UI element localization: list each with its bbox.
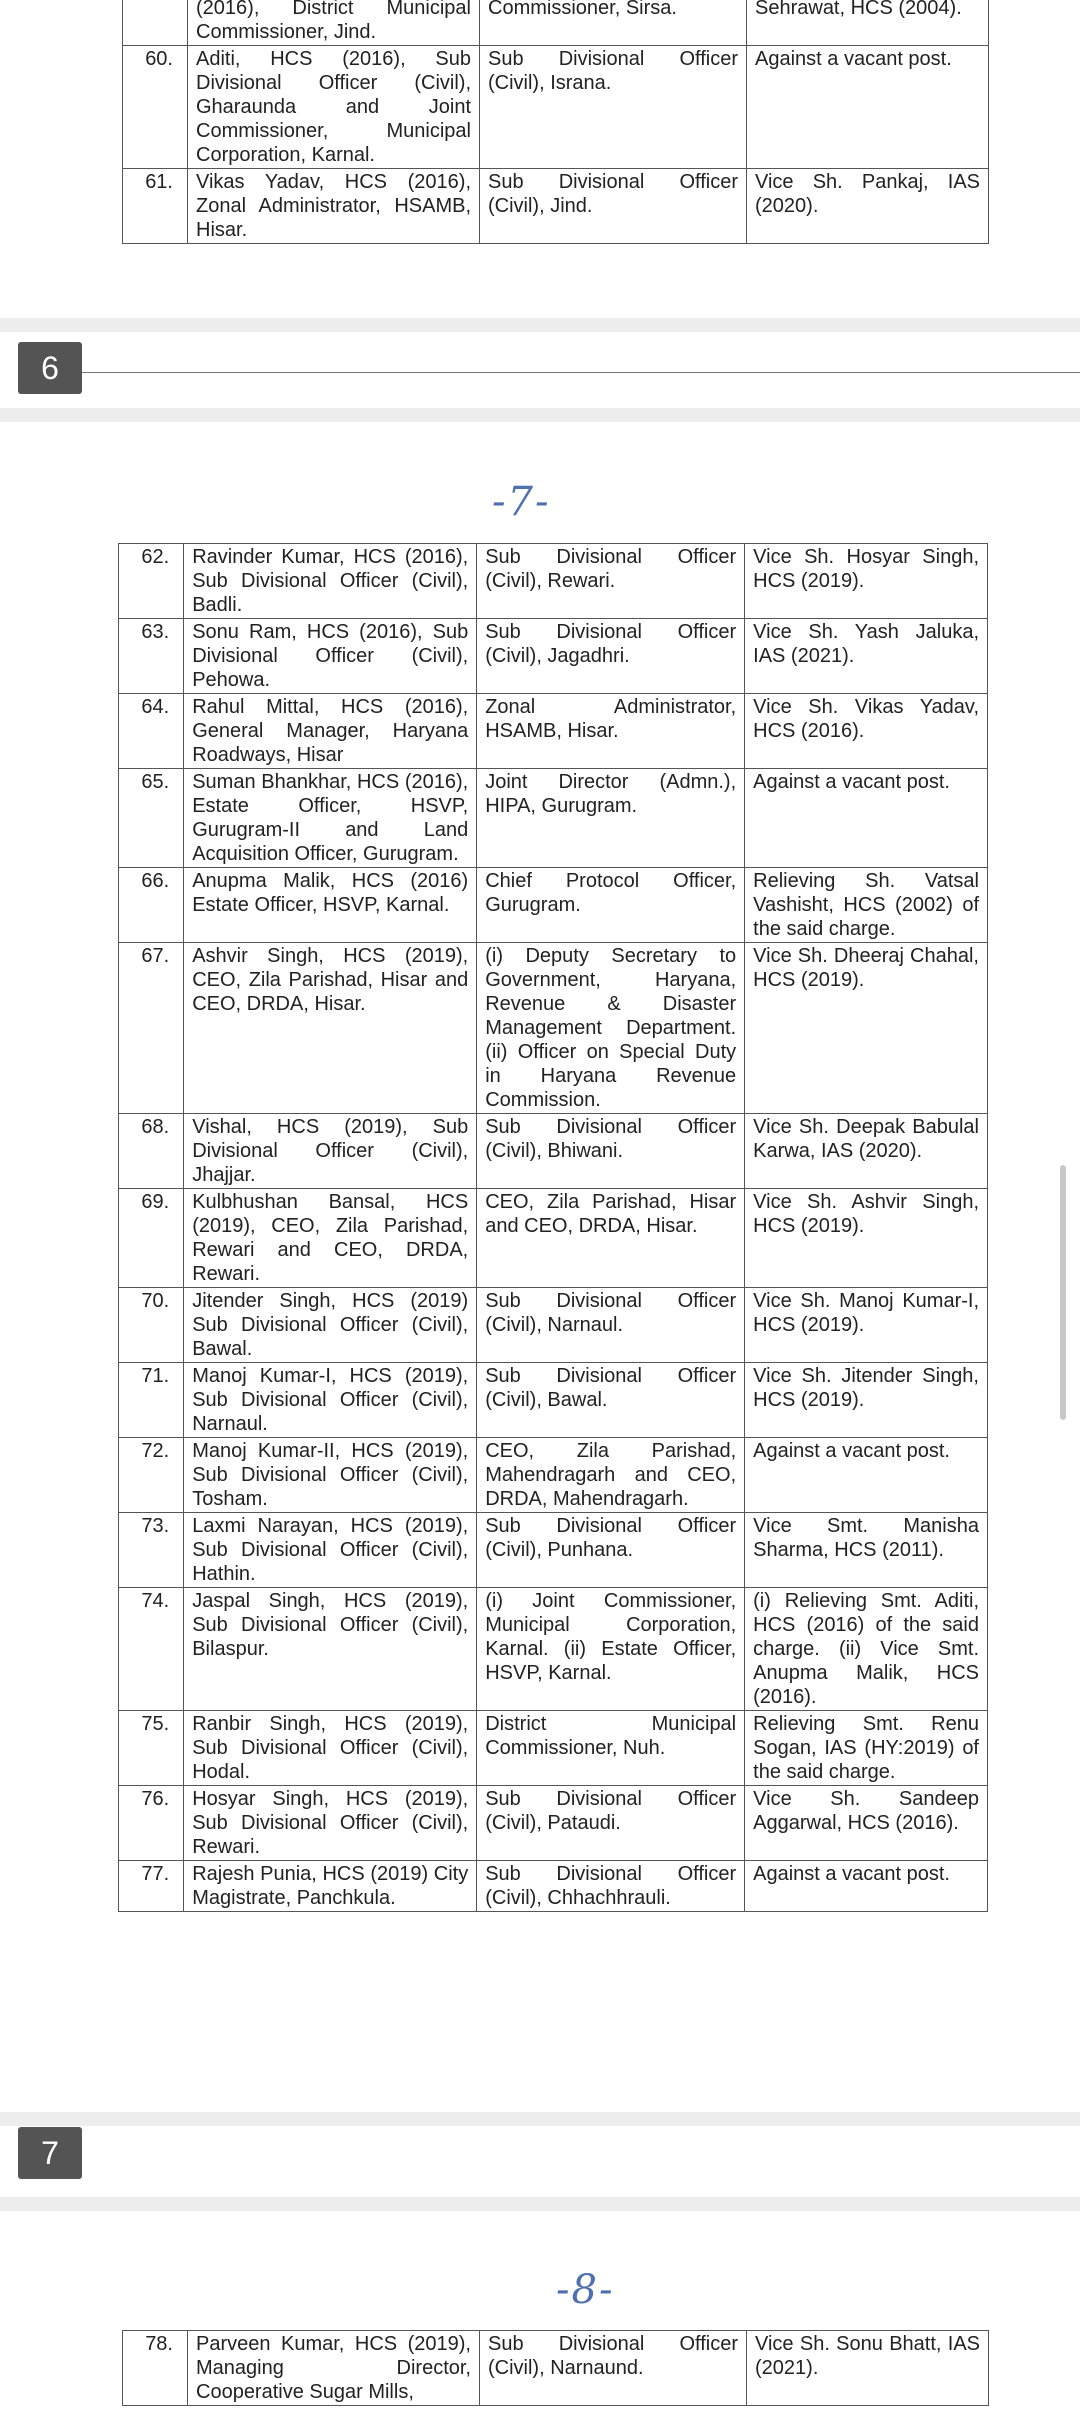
new-posting-cell: Sub Divisional Officer (Civil), Jagadhri.	[477, 619, 745, 694]
table-row	[119, 619, 988, 694]
table-row	[119, 1786, 988, 1861]
table-row	[123, 169, 989, 244]
page-number-badge-7: 7	[18, 2127, 82, 2179]
table-row	[123, 0, 989, 46]
remarks-cell: Relieving Smt. Renu Sogan, IAS (HY:2019) of the said charge.	[745, 1711, 988, 1786]
table-row	[119, 1363, 988, 1438]
row-number: 75.	[119, 1711, 184, 1786]
row-number: 72.	[119, 1438, 184, 1513]
transfer-table-page-7	[118, 543, 988, 1912]
remarks-cell: Vice Sh. Pankaj, IAS (2020).	[747, 169, 989, 244]
new-posting-cell: Sub Divisional Officer (Civil), Punhana.	[477, 1513, 745, 1588]
new-posting-cell: Joint Director (Admn.), HIPA, Gurugram.	[477, 769, 745, 868]
handwritten-page-number-7: -7-	[492, 479, 551, 525]
row-number: 78.	[123, 2331, 188, 2406]
table-row	[119, 1114, 988, 1189]
row-number: 68.	[119, 1114, 184, 1189]
page-separator	[0, 408, 1080, 422]
new-posting-cell: Commissioner, Sirsa.	[480, 0, 747, 46]
row-number: 65.	[119, 769, 184, 868]
transfer-table-page-8	[122, 2330, 989, 2406]
page-separator	[0, 2197, 1080, 2211]
row-number: 73.	[119, 1513, 184, 1588]
scrollbar-thumb[interactable]	[1060, 1165, 1066, 1420]
row-number: 74.	[119, 1588, 184, 1711]
officer-name-cell: Kulbhushan Bansal, HCS (2019), CEO, Zila Parishad, Rewari and CEO, DRDA, Rewari.	[184, 1189, 477, 1288]
remarks-cell: Against a vacant post.	[747, 46, 989, 169]
row-number: 77.	[119, 1861, 184, 1912]
table-row	[119, 1861, 988, 1912]
new-posting-cell: District Municipal Commissioner, Nuh.	[477, 1711, 745, 1786]
page-number-badge-6: 6	[18, 342, 82, 394]
remarks-cell: Relieving Sh. Vatsal Vashisht, HCS (2002) of the said charge.	[745, 868, 988, 943]
officer-name-cell: Rahul Mittal, HCS (2016), General Manager, Haryana Roadways, Hisar	[184, 694, 477, 769]
officer-name-cell: Jitender Singh, HCS (2019) Sub Divisional Officer (Civil), Bawal.	[184, 1288, 477, 1363]
remarks-cell: Vice Sh. Ashvir Singh, HCS (2019).	[745, 1189, 988, 1288]
table-row	[119, 1288, 988, 1363]
officer-name-cell: (2016), District Municipal Commissioner, Jind.	[188, 0, 480, 46]
officer-name-cell: Vishal, HCS (2019), Sub Divisional Officer (Civil), Jhajjar.	[184, 1114, 477, 1189]
new-posting-cell: CEO, Zila Parishad, Hisar and CEO, DRDA, Hisar.	[477, 1189, 745, 1288]
transfer-table-page-6	[122, 0, 989, 244]
remarks-cell: Vice Sh. Vikas Yadav, HCS (2016).	[745, 694, 988, 769]
remarks-cell: Vice Smt. Manisha Sharma, HCS (2011).	[745, 1513, 988, 1588]
table-row	[119, 868, 988, 943]
remarks-cell: (i) Relieving Smt. Aditi, HCS (2016) of the said charge. (ii) Vice Smt. Anupma Malik, HCS (2016).	[745, 1588, 988, 1711]
row-number: 62.	[119, 544, 184, 619]
officer-name-cell: Parveen Kumar, HCS (2019), Managing Director, Cooperative Sugar Mills,	[188, 2331, 480, 2406]
officer-name-cell: Manoj Kumar-I, HCS (2019), Sub Divisional Officer (Civil), Narnaul.	[184, 1363, 477, 1438]
officer-name-cell: Anupma Malik, HCS (2016) Estate Officer, HSVP, Karnal.	[184, 868, 477, 943]
new-posting-cell: Sub Divisional Officer (Civil), Jind.	[480, 169, 747, 244]
new-posting-cell: CEO, Zila Parishad, Mahendragarh and CEO, DRDA, Mahendragarh.	[477, 1438, 745, 1513]
officer-name-cell: Rajesh Punia, HCS (2019) City Magistrate, Panchkula.	[184, 1861, 477, 1912]
officer-name-cell: Aditi, HCS (2016), Sub Divisional Officer (Civil), Gharaunda and Joint Commissioner, Municipal Corporation, Karnal.	[188, 46, 480, 169]
table-row	[123, 2331, 989, 2406]
remarks-cell: Vice Sh. Sonu Bhatt, IAS (2021).	[747, 2331, 989, 2406]
handwritten-page-number-8: -8-	[556, 2267, 615, 2313]
row-number: 69.	[119, 1189, 184, 1288]
table-row	[119, 694, 988, 769]
remarks-cell: Against a vacant post.	[745, 769, 988, 868]
new-posting-cell: (i) Joint Commissioner, Municipal Corporation, Karnal. (ii) Estate Officer, HSVP, Karnal.	[477, 1588, 745, 1711]
row-number: 60.	[123, 46, 188, 169]
new-posting-cell: Sub Divisional Officer (Civil), Narnaul.	[477, 1288, 745, 1363]
officer-name-cell: Jaspal Singh, HCS (2019), Sub Divisional Officer (Civil), Bilaspur.	[184, 1588, 477, 1711]
row-number: 71.	[119, 1363, 184, 1438]
new-posting-cell: Sub Divisional Officer (Civil), Pataudi.	[477, 1786, 745, 1861]
new-posting-cell: Sub Divisional Officer (Civil), Rewari.	[477, 544, 745, 619]
remarks-cell: Vice Sh. Hosyar Singh, HCS (2019).	[745, 544, 988, 619]
officer-name-cell: Vikas Yadav, HCS (2016), Zonal Administrator, HSAMB, Hisar.	[188, 169, 480, 244]
table-row	[123, 46, 989, 169]
table-row	[119, 544, 988, 619]
new-posting-cell: Zonal Administrator, HSAMB, Hisar.	[477, 694, 745, 769]
table-row	[119, 1438, 988, 1513]
new-posting-cell: Sub Divisional Officer (Civil), Narnaund.	[480, 2331, 747, 2406]
table-row	[119, 1588, 988, 1711]
officer-name-cell: Laxmi Narayan, HCS (2019), Sub Divisional Officer (Civil), Hathin.	[184, 1513, 477, 1588]
new-posting-cell: Sub Divisional Officer (Civil), Bawal.	[477, 1363, 745, 1438]
remarks-cell: Against a vacant post.	[745, 1438, 988, 1513]
table-row	[119, 1189, 988, 1288]
new-posting-cell: Sub Divisional Officer (Civil), Bhiwani.	[477, 1114, 745, 1189]
officer-name-cell: Suman Bhankhar, HCS (2016), Estate Officer, HSVP, Gurugram-II and Land Acquisition Officer, Gurugram.	[184, 769, 477, 868]
row-number: 76.	[119, 1786, 184, 1861]
page-separator	[0, 318, 1080, 332]
remarks-cell: Vice Sh. Deepak Babulal Karwa, IAS (2020).	[745, 1114, 988, 1189]
table-row	[119, 769, 988, 868]
officer-name-cell: Hosyar Singh, HCS (2019), Sub Divisional Officer (Civil), Rewari.	[184, 1786, 477, 1861]
new-posting-cell: Chief Protocol Officer, Gurugram.	[477, 868, 745, 943]
page-rule	[82, 372, 1080, 373]
officer-name-cell: Ranbir Singh, HCS (2019), Sub Divisional Officer (Civil), Hodal.	[184, 1711, 477, 1786]
new-posting-cell: Sub Divisional Officer (Civil), Israna.	[480, 46, 747, 169]
row-number: 63.	[119, 619, 184, 694]
remarks-cell: Against a vacant post.	[745, 1861, 988, 1912]
table-row	[119, 1513, 988, 1588]
page-separator	[0, 2112, 1080, 2126]
officer-name-cell: Ravinder Kumar, HCS (2016), Sub Divisional Officer (Civil), Badli.	[184, 544, 477, 619]
remarks-cell: Vice Sh. Manoj Kumar-I, HCS (2019).	[745, 1288, 988, 1363]
table-row	[119, 1711, 988, 1786]
row-number	[123, 0, 188, 46]
remarks-cell: Vice Sh. Dheeraj Chahal, HCS (2019).	[745, 943, 988, 1114]
remarks-cell: Vice Sh. Sandeep Aggarwal, HCS (2016).	[745, 1786, 988, 1861]
remarks-cell: Vice Sh. Jitender Singh, HCS (2019).	[745, 1363, 988, 1438]
remarks-cell: Sehrawat, HCS (2004).	[747, 0, 989, 46]
row-number: 70.	[119, 1288, 184, 1363]
new-posting-cell: (i) Deputy Secretary to Government, Haryana, Revenue & Disaster Management Department. (ii) Officer on Special Duty in Haryana Revenue Commission.	[477, 943, 745, 1114]
table-row	[119, 943, 988, 1114]
remarks-cell: Vice Sh. Yash Jaluka, IAS (2021).	[745, 619, 988, 694]
officer-name-cell: Manoj Kumar-II, HCS (2019), Sub Divisional Officer (Civil), Tosham.	[184, 1438, 477, 1513]
new-posting-cell: Sub Divisional Officer (Civil), Chhachhrauli.	[477, 1861, 745, 1912]
row-number: 67.	[119, 943, 184, 1114]
officer-name-cell: Ashvir Singh, HCS (2019), CEO, Zila Parishad, Hisar and CEO, DRDA, Hisar.	[184, 943, 477, 1114]
row-number: 61.	[123, 169, 188, 244]
row-number: 66.	[119, 868, 184, 943]
row-number: 64.	[119, 694, 184, 769]
officer-name-cell: Sonu Ram, HCS (2016), Sub Divisional Officer (Civil), Pehowa.	[184, 619, 477, 694]
